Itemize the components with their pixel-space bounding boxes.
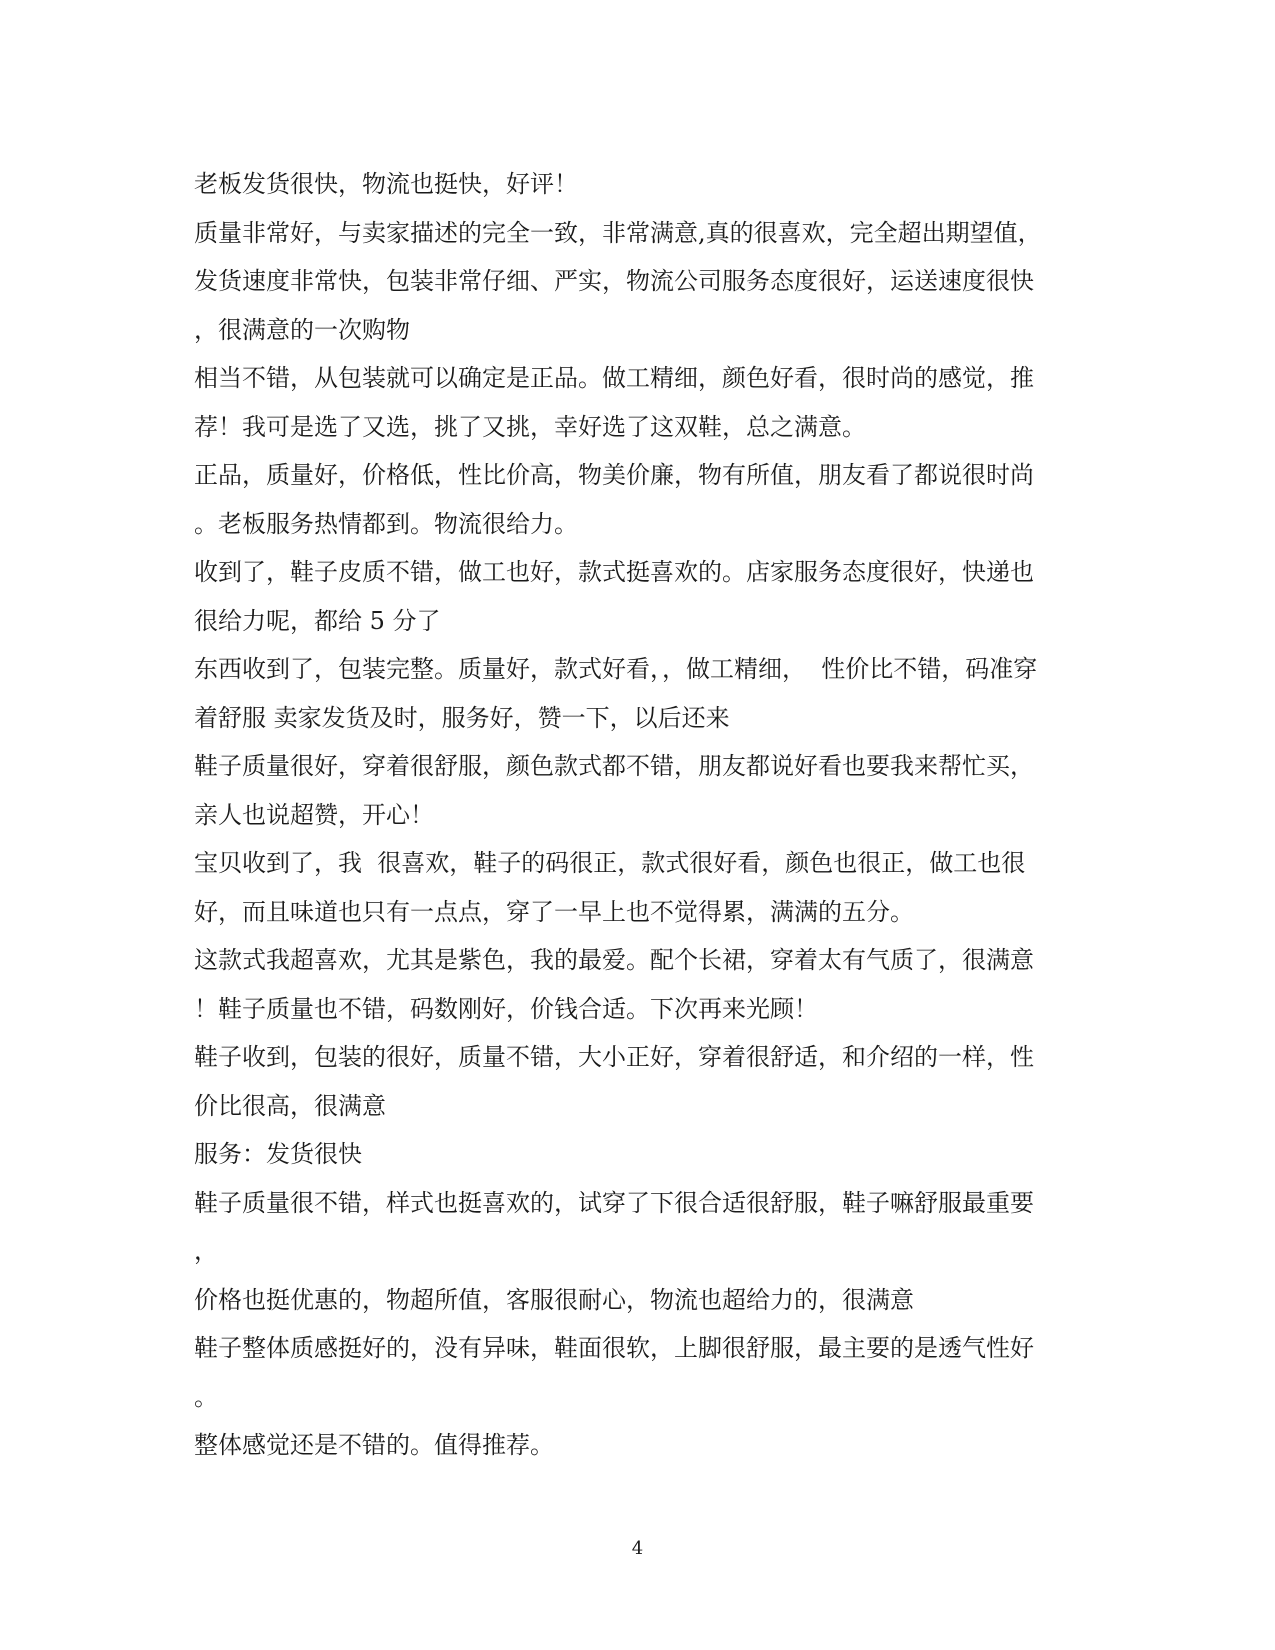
text-line: 价格也挺优惠的，物超所值，客服很耐心，物流也超给力的，很满意	[194, 1285, 914, 1314]
text-line: 价比很高，很满意	[194, 1091, 386, 1120]
text-line: ，很满意的一次购物	[194, 315, 410, 344]
text-line: 服务：发货很快	[194, 1140, 362, 1168]
text-line: ！鞋子质量也不错，码数刚好，价钱合适。下次再来光顾！	[194, 994, 818, 1023]
text-line: 收到了，鞋子皮质不错，做工也好，款式挺喜欢的。店家服务态度很好，快递也	[194, 558, 1034, 586]
text-line: 这款式我超喜欢，尤其是紫色，我的最爱。配个长裙，穿着太有气质了，很满意	[194, 946, 1034, 974]
text-line: 着舒服 卖家发货及时，服务好，赞一下，以后还来	[194, 703, 730, 732]
text-line: 整体感觉还是不错的。值得推荐。	[194, 1431, 554, 1459]
text-line: 。老板服务热情都到。物流很给力。	[194, 509, 578, 538]
text-line: 很给力呢，都给 5 分了	[194, 606, 441, 635]
text-line: 质量非常好，与卖家描述的完全一致，非常满意,真的很喜欢，完全超出期望值，	[194, 218, 1042, 247]
text-line: 鞋子收到，包装的很好，质量不错，大小正好，穿着很舒适，和介绍的一样，性	[194, 1043, 1034, 1071]
document-body	[194, 160, 1084, 1470]
text-line: ，	[194, 1237, 218, 1265]
text-line: 鞋子质量很不错，样式也挺喜欢的，试穿了下很合适很舒服，鞋子嘛舒服最重要	[194, 1188, 1034, 1217]
text-line: 亲人也说超赞，开心！	[194, 800, 434, 829]
text-line: 鞋子质量很好，穿着很舒服，颜色款式都不错，朋友都说好看也要我来帮忙买，	[194, 752, 1034, 780]
text-line: 发货速度非常快，包装非常仔细、严实，物流公司服务态度很好，运送速度很快	[194, 267, 1034, 295]
text-line: 老板发货很快，物流也挺快，好评！	[194, 170, 578, 198]
text-line: 好，而且味道也只有一点点，穿了一早上也不觉得累，满满的五分。	[194, 897, 914, 926]
text-line: 相当不错，从包装就可以确定是正品。做工精细，颜色好看，很时尚的感觉，推	[194, 364, 1034, 392]
text-line: 正品，质量好，价格低，性比价高，物美价廉，物有所值，朋友看了都说很时尚	[194, 461, 1034, 489]
page-number: 4	[631, 1538, 644, 1559]
text-line: 鞋子整体质感挺好的，没有异味，鞋面很软，上脚很舒服，最主要的是透气性好	[194, 1334, 1034, 1362]
text-line: 荐！我可是选了又选，挑了又挑，幸好选了这双鞋，总之满意。	[194, 412, 866, 441]
text-line: 。	[194, 1382, 218, 1411]
text-line: 东西收到了，包装完整。质量好，款式好看，，做工精细， 性价比不错，码准穿	[194, 655, 1038, 683]
text-line: 宝贝收到了，我 很喜欢，鞋子的码很正，款式很好看，颜色也很正，做工也很	[194, 849, 1026, 877]
